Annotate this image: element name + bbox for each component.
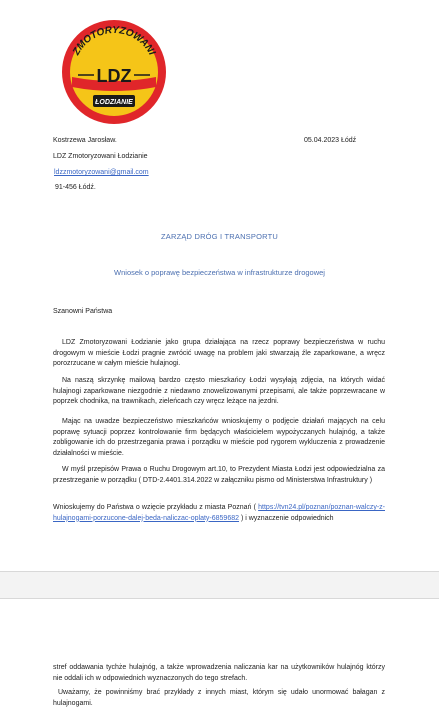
- paragraph-3: Mając na uwadze bezpieczeństwo mieszkańców wnioskujemy o podjęcie działań mających na celu poprawę sytuacji poprzez kontrolowanie firm będących właścicielem wypożyczanych hulajnóg, a także zobligowanie ich do przestrzegania prawa i porządku w mieście pod rygorem wykluczenia z prowadzenie działalności w mieście.: [53, 418, 385, 457]
- paragraph-6: stref oddawania tychże hulajnóg, a także wprowadzenia naliczania kar na użytkowników hulajnóg którzy nie oddali ich w odpowiednich wyznaczonych do tego strefach.: [53, 664, 385, 682]
- ldz-logo: [58, 17, 170, 127]
- sender-postal: 91-456 Łódź.: [55, 184, 96, 191]
- paragraph-1: LDZ Zmotoryzowani Łodzianie jako grupa działająca na rzecz poprawy bezpieczeństwa w ruchu drogowym w mieście Łodzi pragnie zwrócić uwagę na problem jaki stwarzają źle zaparkowane, a wręcz porozrzucane w całym mieście hulajnogi.: [53, 339, 385, 367]
- letter-page-2: [0, 598, 439, 720]
- sender-organization: LDZ Zmotoryzowani Łodzianie: [53, 153, 148, 160]
- paragraph-5-text-after: ) i wyznaczenie odpowiednich: [240, 514, 334, 522]
- paragraph-2: Na naszą skrzynkę mailową bardzo często mieszkańcy Łodzi wysyłają zdjęcia, na których widać hulajnogi zaparkowane niezgodnie z niedawno znowelizowanymi przepisami, ale także poprzewracane w poprzek chodnika, na trawnikach, zieleńcach czy wręcz leżące na jezdni.: [53, 377, 385, 405]
- logo-center-text: LDZ: [96, 66, 132, 86]
- salutation: Szanowni Państwa: [53, 308, 113, 315]
- subject-heading: Wniosek o poprawę bezpieczeństwa w infrastrukturze drogowej: [114, 268, 325, 277]
- letter-date: 05.04.2023 Łódź: [304, 137, 357, 144]
- paragraph-5: [53, 503, 385, 524]
- recipient-heading: ZARZĄD DRÓG I TRANSPORTU: [160, 232, 279, 241]
- poznan-article-link[interactable]: https://tvn24.pl/poznan/poznan-walczy-z-hulajnogami-porzucone-dalej-beda-naliczac-oplaty-6859682: [53, 504, 385, 522]
- paragraph-4: W myśl przepisów Prawa o Ruchu Drogowym art.10, to Prezydent Miasta Łodzi jest odpowiedzialna za przestrzeganie w porządku ( DTD-2.4401.314.2022 w załączniku pismo od Ministerstwa Infrastruktury ): [53, 466, 385, 484]
- logo-top-text: ZMOTORYZOWANI: [70, 24, 158, 58]
- paragraph-5-text-before: Wnioskujemy do Państwa o wzięcie przykładu z miasta Poznań (: [53, 504, 259, 511]
- sender-name: Kostrzewa Jarosław.: [53, 137, 117, 144]
- paragraph-7: Uważamy, że powinniśmy brać przykłady z innych miast, którym się udało unormować bałagan z hulajnogami.: [53, 689, 385, 707]
- logo-bottom-text: ŁODZIANIE: [95, 99, 133, 106]
- sender-email-link[interactable]: ldzzmotoryzowani@gmail.com: [54, 169, 149, 176]
